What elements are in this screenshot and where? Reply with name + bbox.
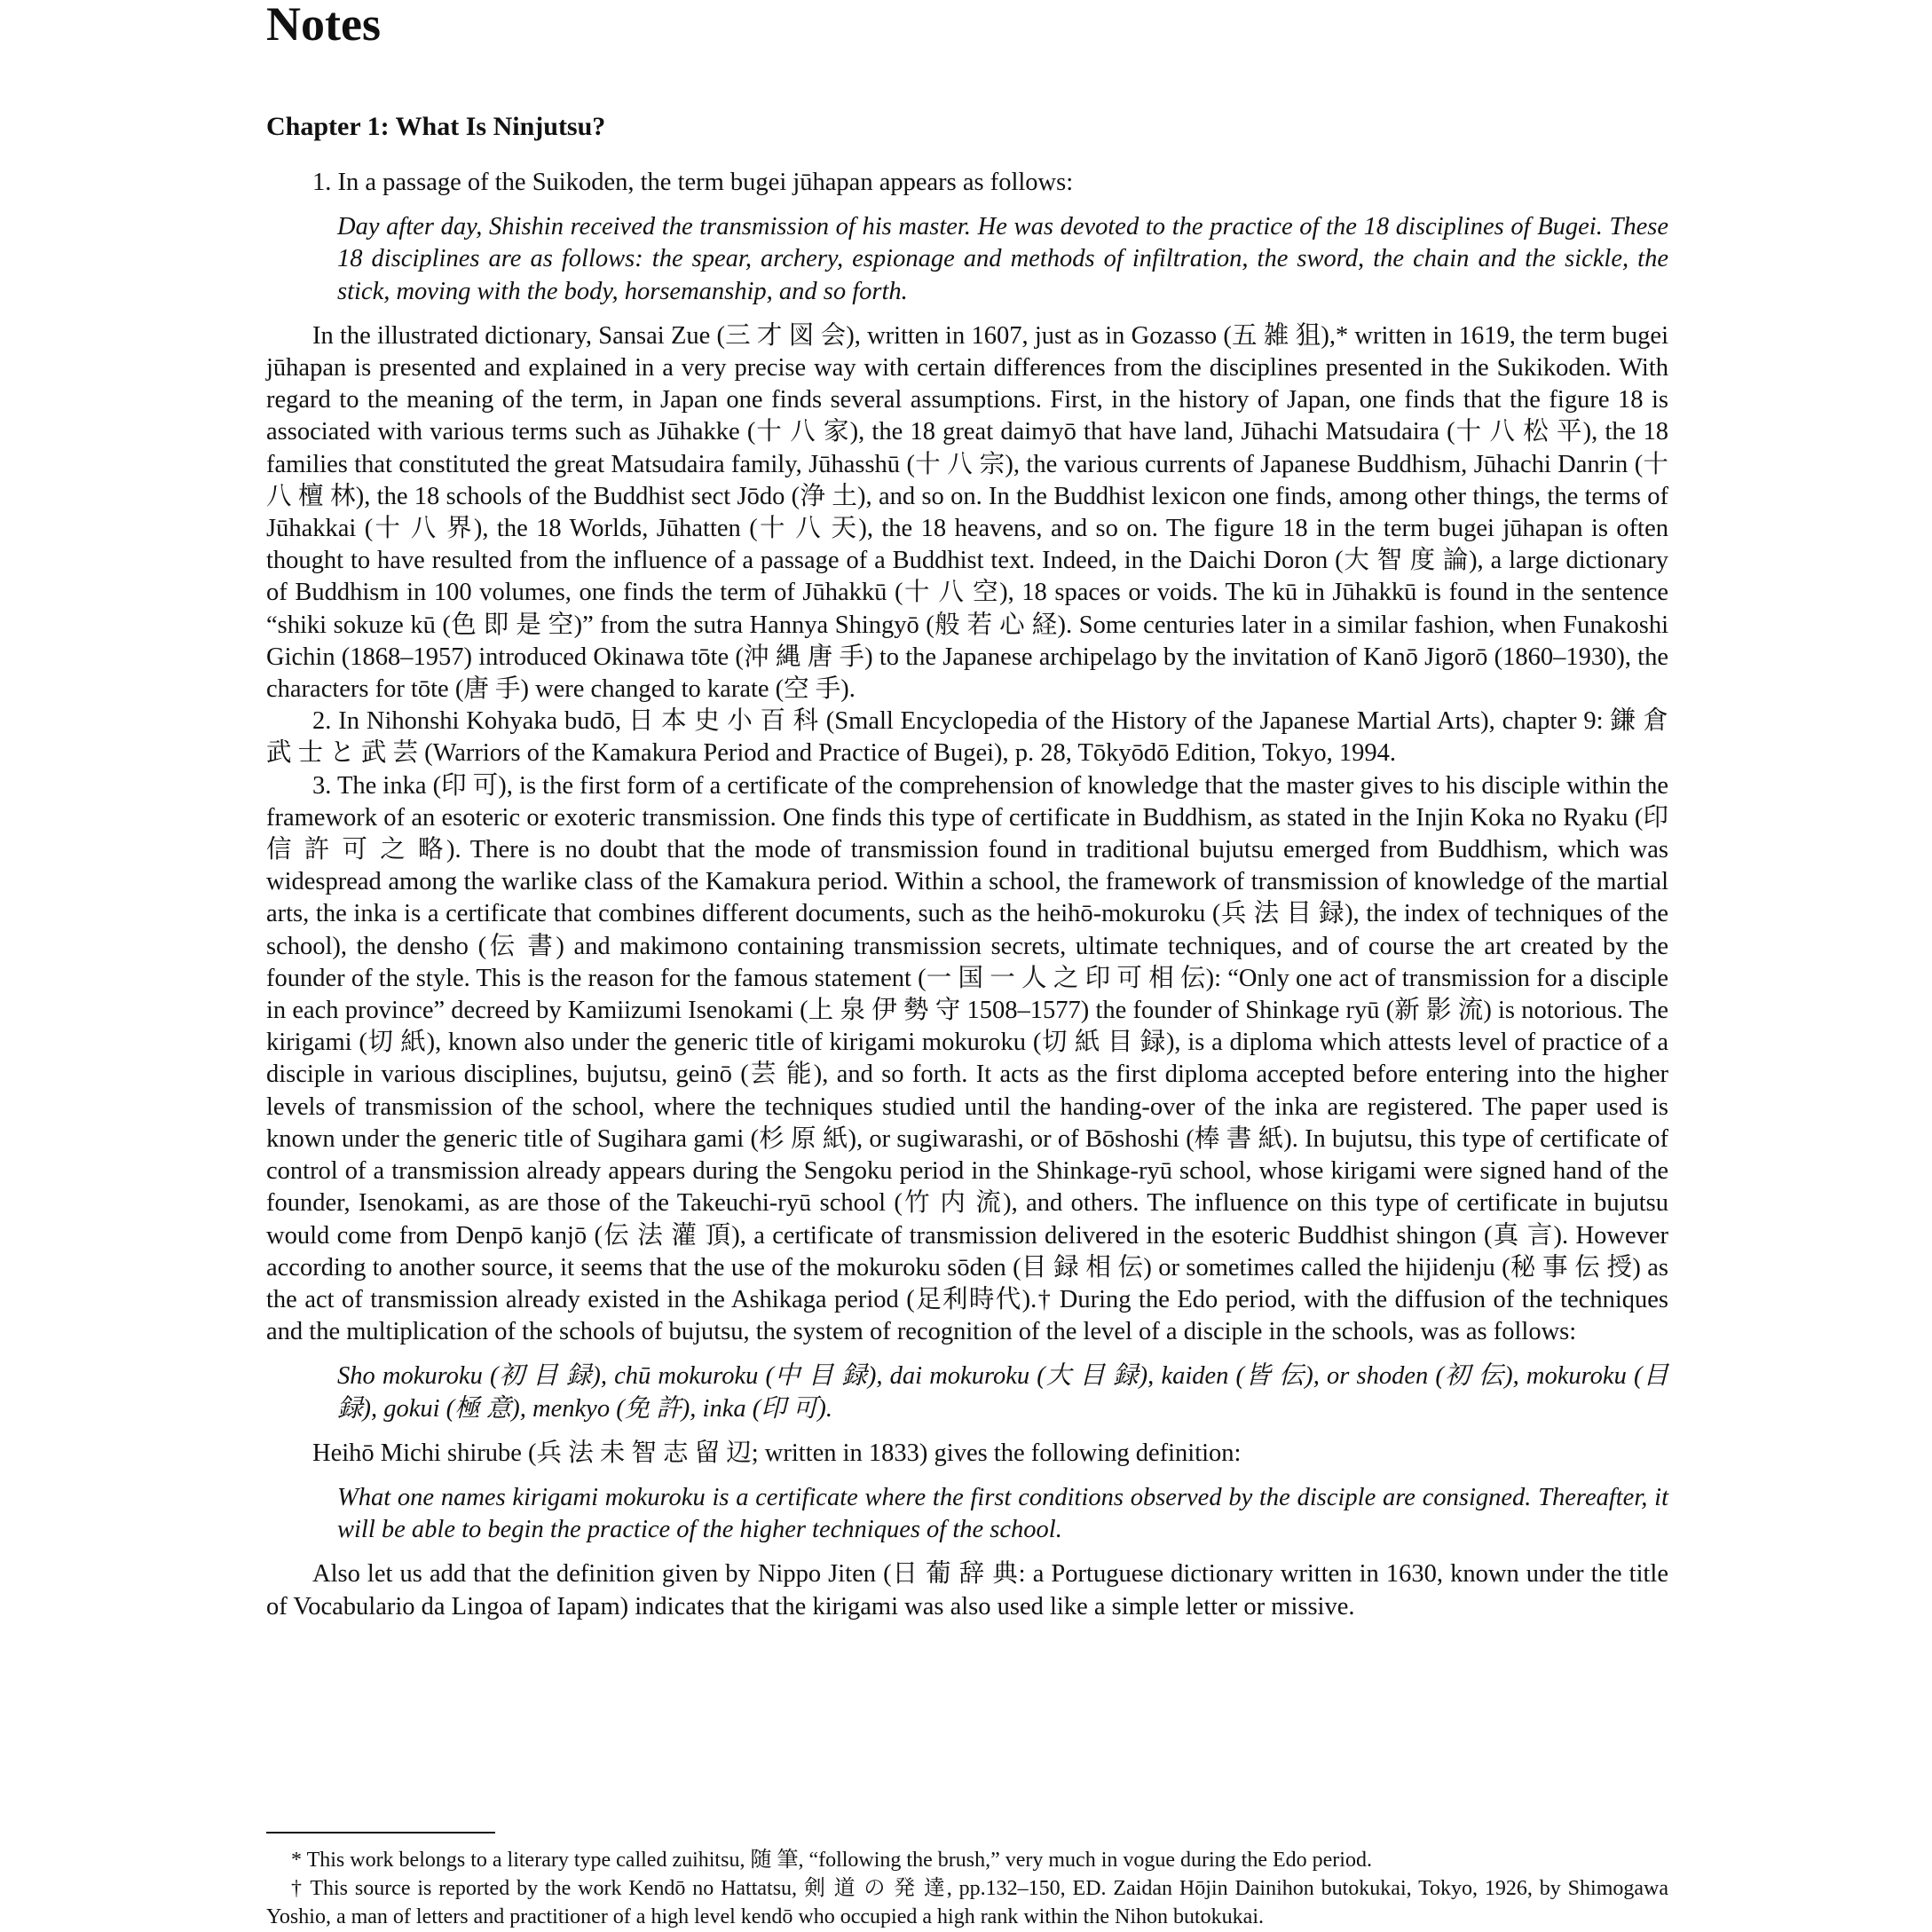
paragraph-nippo-jiten: Also let us add that the definition given by Nippo Jiten (日 葡 辞 典: a Portuguese dictionary written in 1630, known under the title of Vocabulario da Lingoa of Iapam) indicates that the kirigami was also used like a simple letter or missive.	[266, 1560, 1668, 1621]
paragraph-heiho-michi: Heihō Michi shirube (兵 法 未 智 志 留 辺; written in 1833) gives the following definition:	[312, 1439, 1242, 1467]
block-quote-suikoden: Day after day, Shishin received the transmission of his master. He was devoted to the practice of the 18 disciplines of Bugei. These 18 disciplines are as follows: the spear, archery, espionage and methods of infiltration, the sword, the chain and the sickle, the stick, moving with the body, horsemanship, and so forth.	[337, 213, 1668, 305]
footnote-divider	[266, 1832, 495, 1833]
footnote-dagger: † This source is reported by the work Kendō no Hattatsu, 剣 道 の 発 達, pp.132–150, ED. Zaidan Hōjin Dainihon butokukai, Tokyo, 1926, by Shimogawa Yoshio, a man of letters and practitioner of a high level kendō who occupied a high rank within the Nihon butokukai.	[266, 1877, 1668, 1928]
block-quote-kirigami: What one names kirigami mokuroku is a certificate where the first conditions observed by the disciple are consigned. Thereafter, it will be able to begin the practice of the higher techniques of the school.	[337, 1483, 1668, 1544]
page-title: Notes	[266, 0, 381, 51]
notes-body	[266, 167, 1668, 1623]
footnote-asterisk: * This work belongs to a literary type called zuihitsu, 随 筆, “following the brush,” very much in vogue during the Edo period.	[291, 1849, 1372, 1872]
note-3: 3. The inka (印 可), is the first form of a certificate of the comprehension of knowledge that the master gives to his disciple within the framework of an esoteric or exoteric transmission. One finds this type of certificate in Buddhism, as stated in the Injin Koka no Ryaku (印 信 許 可 之 略). There is no doubt that the mode of transmission found in traditional bujutsu emerged from Buddhism, which was widespread among the warlike class of the Kamakura period. Within a school, the framework of transmission of knowledge of the martial arts, the inka is a certificate that combines different documents, such as the heihō-mokuroku (兵 法 目 録), the index of techniques of the school), the densho (伝 書) and makimono containing transmission secrets, ultimate techniques, and of course the art created by the founder of the style. This is the reason for the famous statement (一 国 一 人 之 印 可 相 伝): “Only one act of transmission for a disciple in each province” decreed by Kamiizumi Isenokami (上 泉 伊 勢 守 1508–1577) the founder of Shinkage ryū (新 影 流) is notorious. The kirigami (切 紙), known also under the generic title of kirigami mokuroku (切 紙 目 録), is a diploma which attests level of practice of a disciple in various disciplines, bujutsu, geinō (芸 能), and so forth. It acts as the first diploma accepted before entering into the higher levels of transmission of the school, where the techniques studied until the handing-over of the inka are registered. The paper used is known under the generic title of Sugihara gami (杉 原 紙), or sugiwarashi, or of Bōshoshi (棒 書 紙). In bujutsu, this type of certificate of control of a transmission already appears during the Sengoku period in the Shinkage-ryū school, whose kirigami were signed hand of the founder, Isenokami, as are those of the Takeuchi-ryū school (竹 内 流), and others. The influence on this type of certificate in bujutsu would come from Denpō kanjō (伝 法 灌 頂), a certificate of transmission delivered in the esoteric Buddhist shingon (真 言). However according to another source, it seems that the use of the mokuroku sōden (目 録 相 伝) or sometimes called the hijidenju (秘 事 伝 授) as the act of transmission already existed in the Ashikaga period (足利時代).† During the Edo period, with the diffusion of the techniques and the multiplication of the schools of bujutsu, the system of recognition of the level of a disciple in the schools, was as follows:	[266, 771, 1668, 1346]
block-quote-levels: Sho mokuroku (初 目 録), chū mokuroku (中 目 録), dai mokuroku (大 目 録), kaiden (皆 伝), or shoden (初 伝), mokuroku (目 録), gokui (極 意), menkyo (免 許), inka (印 可).	[337, 1362, 1668, 1423]
chapter-heading: Chapter 1: What Is Ninjutsu?	[266, 112, 606, 141]
footnotes	[266, 1846, 1668, 1931]
paragraph-bugei-juhapan: In the illustrated dictionary, Sansai Zue (三 才 図 会), written in 1607, just as in Gozasso (五 雑 狙),* written in 1619, the term bugei jūhapan is presented and explained in a very precise way with certain differences from the disciplines presented in the Sukikoden. With regard to the meaning of the term, in Japan one finds several assumptions. First, in the history of Japan, one finds that the figure 18 is associated with various terms such as Jūhakke (十 八 家), the 18 great daimyō that have land, Jūhachi Matsudaira (十 八 松 平), the 18 families that constituted the great Matsudaira family, Jūhasshū (十 八 宗), the various currents of Japanese Buddhism, Jūhachi Danrin (十 八 檀 林), the 18 schools of the Buddhist sect Jōdo (浄 土), and so on. In the Buddhist lexicon one finds, among other things, the terms of Jūhakkai (十 八 界), the 18 Worlds, Jūhatten (十 八 天), the 18 heavens, and so on. The figure 18 in the term bugei jūhapan is often thought to have resulted from the influence of a passage of a Buddhist text. Indeed, in the Daichi Doron (大 智 度 論), a large dictionary of Buddhism in 100 volumes, one finds the term of Jūhakkū (十 八 空), 18 spaces or voids. The kū in Jūhakkū is found in the sentence “shiki sokuze kū (色 即 是 空)” from the sutra Hannya Shingyō (般 若 心 経). Some centuries later in a similar fashion, when Funakoshi Gichin (1868–1957) introduced Okinawa tōte (沖 縄 唐 手) to the Japanese archipelago by the invitation of Kanō Jigorō (1860–1930), the characters for tōte (唐 手) were changed to karate (空 手).	[266, 321, 1668, 704]
note-2: 2. In Nihonshi Kohyaka budō, 日 本 史 小 百 科 (Small Encyclopedia of the History of the Japanese Martial Arts), chapter 9: 鎌 倉 武 士 と 武 芸 (Warriors of the Kamakura Period and Practice of Bugei), p. 28, Tōkyōdō Edition, Tokyo, 1994.	[266, 707, 1668, 768]
note-1: 1. In a passage of the Suikoden, the term bugei jūhapan appears as follows:	[312, 169, 1074, 196]
